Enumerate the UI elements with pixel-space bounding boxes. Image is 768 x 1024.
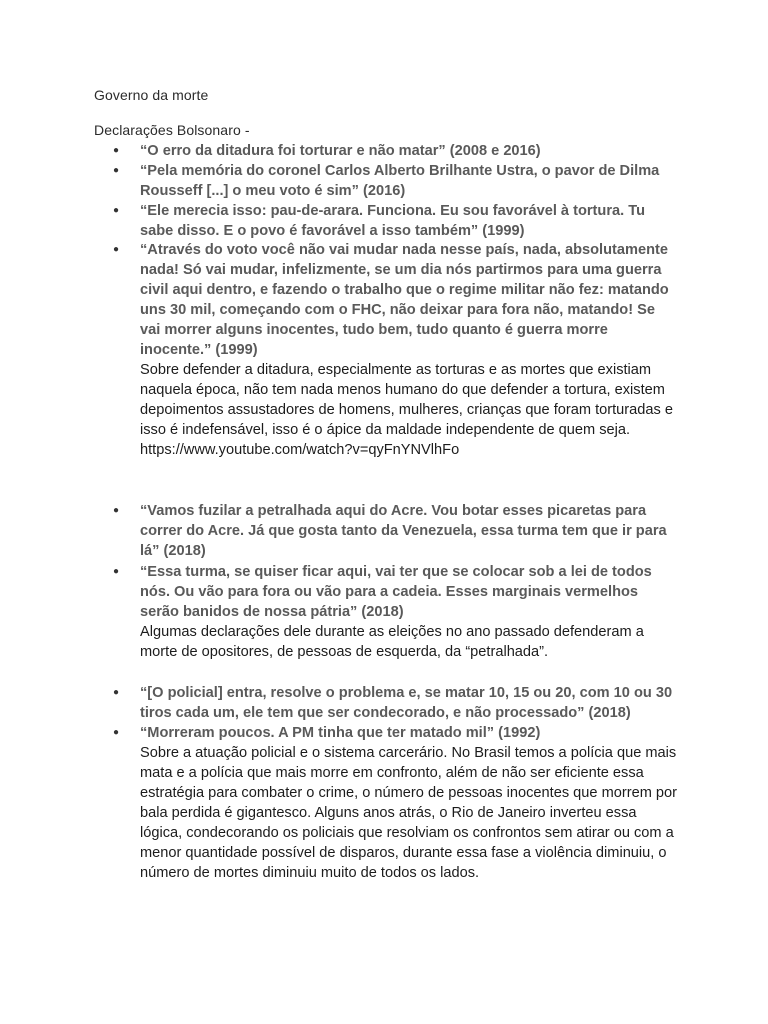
bullet-icon: ●: [113, 727, 120, 738]
list-item: [113, 683, 678, 723]
video-link[interactable]: https://www.youtube.com/watch?v=qyFnYNVlhFo: [140, 442, 460, 458]
quote-text: “Vamos fuzilar a petralhada aqui do Acre. Vou botar esses picaretas para correr do Acre. Já que gosta tanto da Venezuela, essa turma tem que ir para lá” (2018): [140, 503, 667, 559]
list-item: [113, 501, 678, 561]
list-item: [113, 562, 678, 662]
list-item: [113, 723, 678, 883]
bullet-icon: ●: [113, 145, 120, 156]
quote-text: “[O policial] entra, resolve o problema e, se matar 10, 15 ou 20, com 10 ou 30 tiros cada um, ele tem que ser condecorado, e não processado” (2018): [140, 685, 673, 721]
bullet-icon: ●: [113, 165, 120, 176]
quote-text: “Morreram poucos. A PM tinha que ter matado mil” (1992): [140, 725, 541, 741]
comment-text: Algumas declarações dele durante as eleições no ano passado defenderam a morte de opositores, de pessoas de esquerda, da “petralhada”.: [140, 624, 644, 660]
list-item: [113, 161, 678, 201]
quote-text: “Ele merecia isso: pau-de-arara. Funciona. Eu sou favorável à tortura. Tu sabe disso. E o povo é favorável a isso também” (1999): [140, 203, 645, 239]
quote-text: “Através do voto você não vai mudar nada nesse país, nada, absolutamente nada! Só vai mudar, infelizmente, se um dia nós partirmos para uma guerra civil aqui dentro, e fazendo o trabalho que o regime militar não fez: matando uns 30 mil, começando com o FHC, não deixar para fora não, matando! Se vai morrer alguns inocentes, tudo bem, tudo quanto é guerra morre inocente.” (1999): [140, 242, 669, 358]
quote-text: “Pela memória do coronel Carlos Alberto Brilhante Ustra, o pavor de Dilma Rousseff [...] o meu voto é sim” (2016): [140, 163, 660, 199]
list-item: [113, 201, 678, 241]
quote-text: “O erro da ditadura foi torturar e não matar” (2008 e 2016): [140, 143, 541, 159]
quote-text: “Essa turma, se quiser ficar aqui, vai ter que se colocar sob a lei de todos nós. Ou vão para fora ou vão para a cadeia. Esses marginais vermelhos serão banidos de nossa pátria” (2018): [140, 564, 652, 620]
bullet-icon: ●: [113, 687, 120, 698]
comment-text: Sobre a atuação policial e o sistema carcerário. No Brasil temos a polícia que mais mata e a polícia que mais morre em confronto, além de não ser eficiente essa estratégia para combater o crime, o número de pessoas inocentes que morrem por bala perdida é gigantesco. Alguns anos atrás, o Rio de Janeiro inverteu essa lógica, condecorando os policiais que resolviam os confrontos sem atirar ou com a menor quantidade possível de disparos, durante essa fase a violência diminuiu, o número de mortes diminuiu muito de todos os lados.: [140, 745, 677, 881]
bullet-icon: ●: [113, 505, 120, 516]
bullet-icon: ●: [113, 205, 120, 216]
comment-text: Sobre defender a ditadura, especialmente as torturas e as mortes que existiam naquela época, não tem nada menos humano do que defender a tortura, existem depoimentos assustadores de homens, mulheres, crianças que foram torturadas e isso é indefensável, isso é o ápice da maldade independente de quem seja.: [140, 362, 673, 438]
list-item: [113, 141, 678, 161]
section-heading: Declarações Bolsonaro -: [94, 122, 250, 138]
list-item: [113, 240, 678, 460]
bullet-icon: ●: [113, 566, 120, 577]
bullet-icon: ●: [113, 244, 120, 255]
document-title: Governo da morte: [94, 87, 209, 103]
